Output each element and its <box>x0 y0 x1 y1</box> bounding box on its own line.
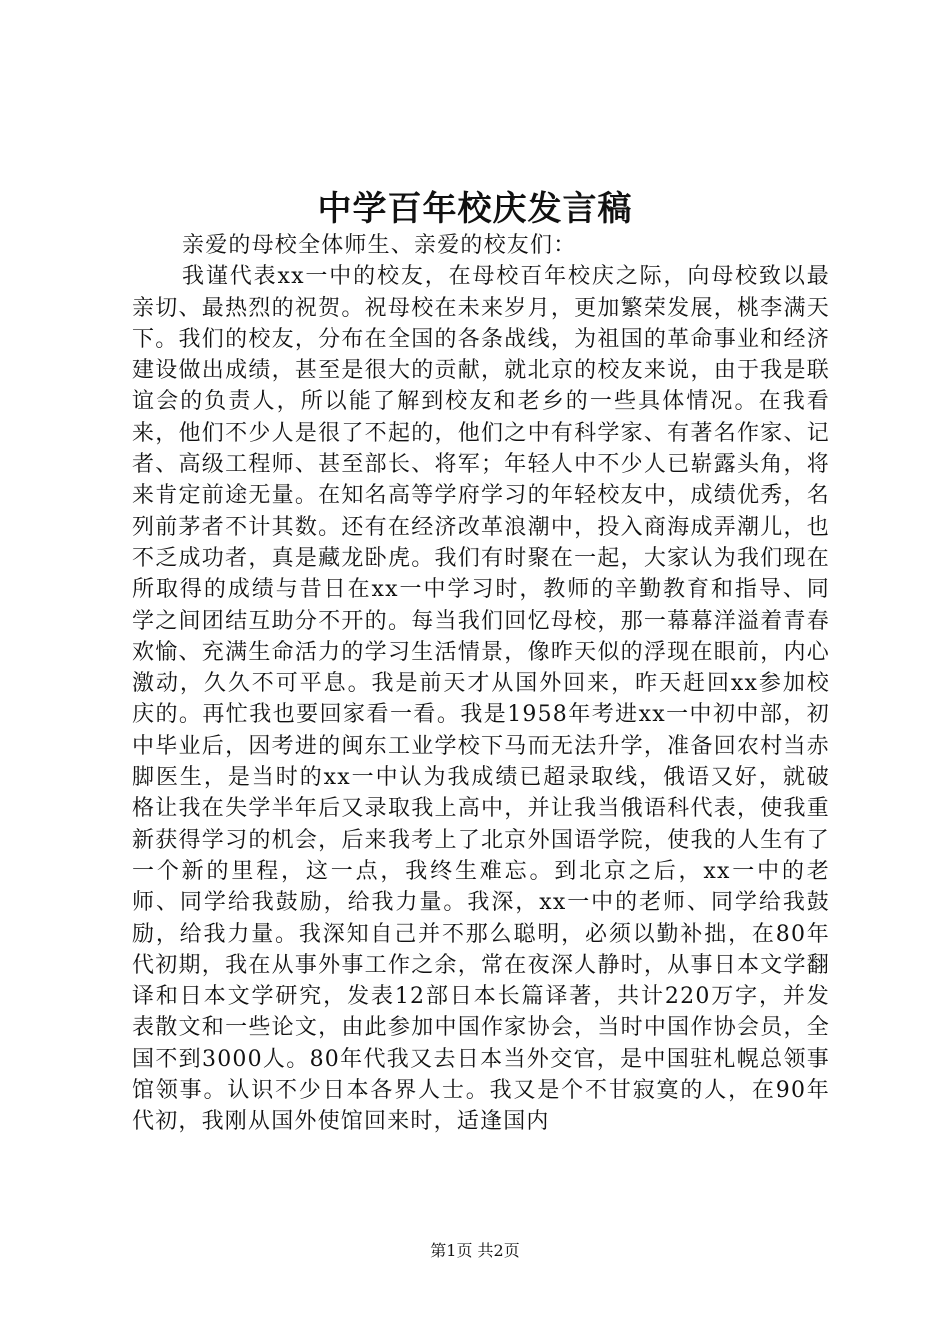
salutation: 亲爱的母校全体师生、亲爱的校友们： <box>182 233 577 258</box>
body-paragraph: 我谨代表xx一中的校友，在母校百年校庆之际，向母校致以最亲切、最热烈的祝贺。祝母校在未来岁月，更加繁荣发展，桃李满天下。我们的校友，分布在全国的各条战线，为祖国的革命事业和经济建设做出成绩，甚至是很大的贡献，就北京的校友来说，由于我是联谊会的负责人，所以能了解到校友和老乡的一些具体情况。在我看来，他们不少人是很了不起的，他们之中有科学家、有著名作家、记者、高级工程师、甚至部长、将军；年轻人中不少人已崭露头角，将来肯定前途无量。在知名高等学府学习的年轻校友中，成绩优秀，名列前茅者不计其数。还有在经济改革浪潮中，投入商海成弄潮儿，也不乏成功者，真是藏龙卧虎。我们有时聚在一起，大家认为我们现在所取得的成绩与昔日在xx一中学习时，教师的辛勤教育和指导、同学之间团结互助分不开的。每当我们回忆母校，那一幕幕洋溢着青春欢愉、充满生命活力的学习生活情景，像昨天似的浮现在眼前，内心激动，久久不可平息。我是前天才从国外回来，昨天赶回xx参加校庆的。再忙我也要回家看一看。我是1958年考进xx一中初中部，初中毕业后，因考进的闽东工业学校下马而无法升学，准备回农村当赤脚医生，是当时的xx一中认为我成绩已超录取线，俄语又好，就破格让我在失学半年后又录取我上高中，并让我当俄语科代表，使我重新获得学习的机会，后来我考上了北京外国语学院，使我的人生有了一个新的里程，这一点，我终生难忘。到北京之后，xx一中的老师、同学给我鼓励，给我力量。我深，xx一中的老师、同学给我鼓励，给我力量。我深知自己并不那么聪明，必须以勤补拙，在80年代初期，我在从事外事工作之余，常在夜深人静时，从事日本文学翻译和日本文学研究，发表12部日本长篇译著，共计220万字，并发表散文和一些论文，由此参加中国作家协会，当时中国作协会员，全国不到3000人。80年代我又去日本当外交官，是中国驻札幌总领事馆领事。认识不少日本各界人士。我又是个不甘寂寞的人，在90年代初，我刚从国外使馆回来时，适逢国内 <box>132 264 830 1135</box>
document-title: 中学百年校庆发言稿 <box>317 189 633 229</box>
page-footer: 第1页 共2页 <box>430 1241 520 1260</box>
document-body <box>132 230 830 1138</box>
